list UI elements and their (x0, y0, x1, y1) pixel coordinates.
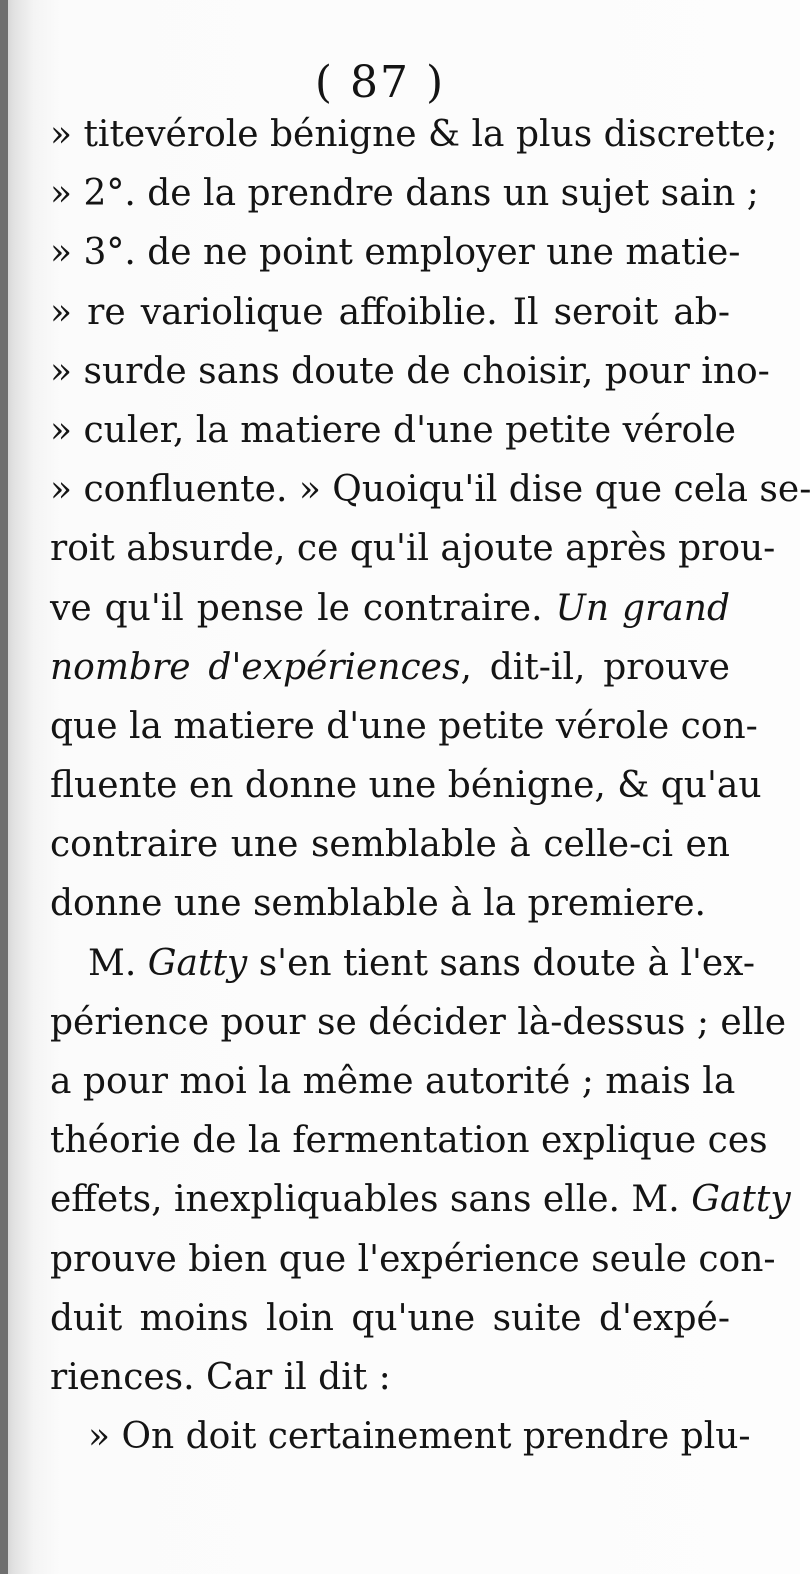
text-line (50, 283, 730, 342)
text-line (50, 1230, 776, 1289)
line-text: roit absurde, ce qu'il ajoute après prou- (50, 528, 776, 570)
line-text: que la matiere d'une petite vérole con- (50, 705, 758, 747)
text-line (50, 1052, 736, 1111)
line-text: » re variolique affoiblie. Il seroit ab- (50, 291, 730, 333)
line-text: » 3°. de ne point employer une matie- (50, 232, 741, 274)
text-line (50, 638, 730, 697)
line-text: ve qu'il pense le contraire. (50, 587, 556, 629)
page-number: ( 87 ) (314, 57, 446, 108)
text-line (50, 105, 778, 164)
text-line (50, 579, 730, 638)
line-text: » culer, la matiere d'une petite vérole (50, 409, 736, 451)
text-line (50, 1289, 730, 1348)
line-text: » confluente. » Quoiqu'il dise que cela se- (50, 469, 811, 511)
text-line (50, 756, 762, 815)
line-text: M. (88, 942, 148, 984)
text-line (50, 1170, 791, 1229)
text-line (50, 993, 787, 1052)
text-line (50, 934, 755, 993)
line-text: » On doit certainement prendre plu- (88, 1416, 751, 1458)
text-line (50, 1111, 768, 1170)
italic-text: Un grand (555, 587, 730, 629)
line-text: effets, inexpliquables sans elle. M. (50, 1179, 692, 1221)
line-text: riences. Car il dit : (50, 1356, 391, 1398)
text-line (50, 460, 811, 519)
line-text: duit moins loin qu'une suite d'expé- (50, 1297, 730, 1339)
text-line (50, 815, 730, 874)
line-text: » titevérole bénigne & la plus discrette; (50, 114, 778, 155)
line-text: » 2°. de la prendre dans un sujet sain ; (50, 173, 759, 215)
body-text (50, 105, 811, 1466)
text-line (50, 164, 759, 223)
text-line (50, 342, 770, 401)
line-text: a pour moi la même autorité ; mais la (50, 1061, 736, 1102)
line-text: périence pour se décider là-dessus ; elle (50, 1001, 787, 1043)
text-line (50, 401, 736, 460)
text-line (50, 1407, 751, 1466)
line-text: théorie de la fermentation explique ces (50, 1120, 768, 1162)
text-line (50, 874, 730, 933)
line-text: s'en tient sans doute à l'ex- (247, 942, 755, 984)
italic-text: nombre d'expériences (50, 646, 461, 688)
text-line (50, 697, 758, 756)
line-text: donne une semblable à la premiere. (50, 883, 706, 925)
line-text: fluente en donne une bénigne, & qu'au (50, 765, 762, 807)
italic-text: Gatty (147, 942, 248, 984)
line-text: contraire une semblable à celle-ci en (50, 824, 730, 866)
italic-text: Gatty (691, 1179, 791, 1221)
text-line (50, 223, 741, 282)
page-binding-edge (0, 0, 8, 1574)
line-text: prouve bien que l'expérience seule con- (50, 1238, 776, 1280)
text-line (50, 519, 776, 578)
text-line (50, 1348, 730, 1407)
line-text: » surde sans doute de choisir, pour ino- (50, 350, 770, 392)
line-text: , dit-il, prouve (460, 646, 730, 688)
